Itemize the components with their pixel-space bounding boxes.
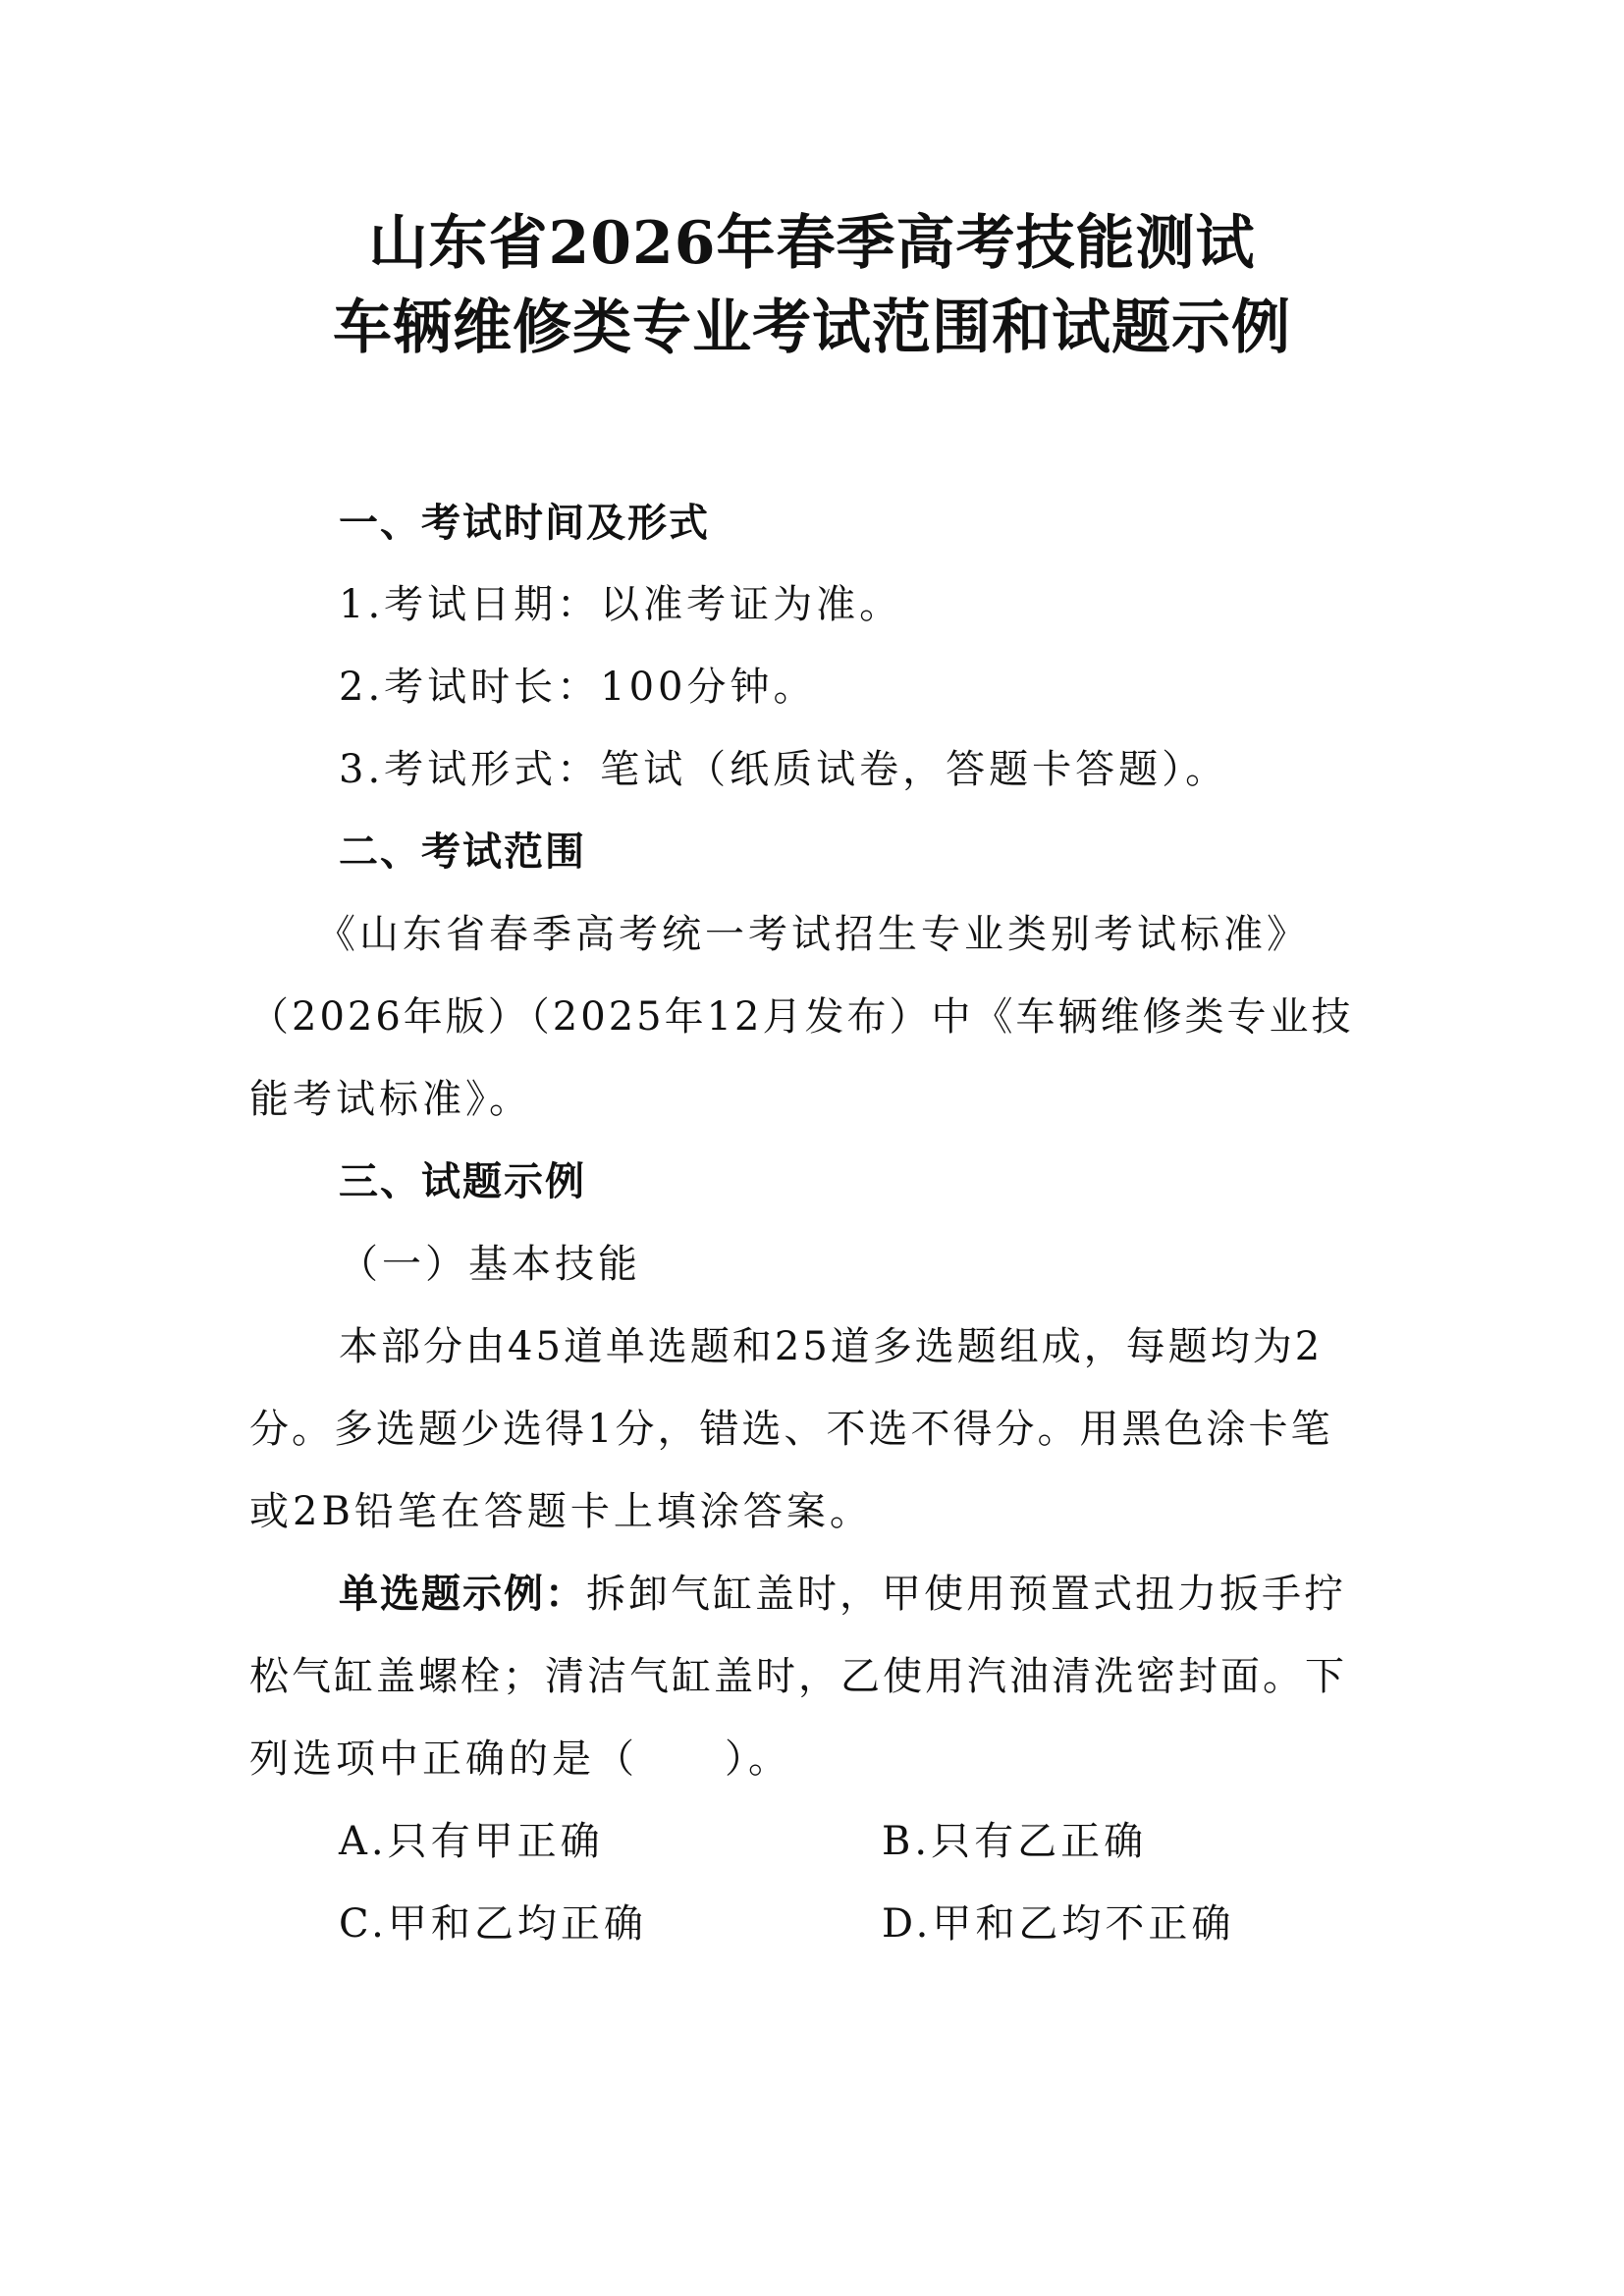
exam-scope-line-2: （2026年版）（2025年12月发布）中《车辆维修类专业技: [249, 994, 1354, 1040]
exam-format-item: 3.考试形式：笔试（纸质试卷，答题卡答题）。: [339, 747, 1229, 792]
exam-date-item: 1.考试日期：以准考证为准。: [339, 582, 903, 627]
section-heading-exam-time: 一、考试时间及形式: [339, 501, 710, 546]
option-b: B.只有乙正确: [882, 1819, 1148, 1864]
example-question-line-1: [339, 1567, 1346, 1622]
intro-line-3: 或2B铅笔在答题卡上填涂答案。: [249, 1489, 873, 1534]
exam-duration-item: 2.考试时长：100分钟。: [339, 665, 817, 710]
section-heading-exam-scope: 二、考试范围: [339, 829, 586, 875]
example-question-line-3: 列选项中正确的是（ ）。: [249, 1736, 791, 1782]
option-c: C.甲和乙均正确: [339, 1901, 647, 1947]
intro-line-2: 分。多选题少选得1分，错选、不选不得分。用黑色涂卡笔: [249, 1407, 1333, 1452]
exam-scope-line-1: 《山东省春季高考统一考试招生专业类别考试标准》: [316, 912, 1310, 957]
section-heading-examples: 三、试题示例: [339, 1159, 586, 1204]
document-title-line-1: 山东省2026年春季高考技能测试: [368, 209, 1256, 278]
example-question-text-1: 拆卸气缸盖时，甲使用预置式扭力扳手拧: [586, 1572, 1346, 1617]
document-title-line-2: 车辆维修类专业考试范围和试题示例: [333, 294, 1291, 362]
option-a: A.只有甲正确: [339, 1819, 604, 1864]
sub-heading-basic-skills: （一）基本技能: [339, 1242, 641, 1287]
intro-line-1: 本部分由45道单选题和25道多选题组成，每题均为2: [339, 1324, 1324, 1369]
example-label: 单选题示例：: [339, 1572, 586, 1617]
option-d: D.甲和乙均不正确: [882, 1901, 1235, 1947]
exam-scope-line-3: 能考试标准》。: [249, 1077, 532, 1122]
example-question-line-2: 松气缸盖螺栓；清洁气缸盖时，乙使用汽油清洗密封面。下: [249, 1654, 1347, 1699]
